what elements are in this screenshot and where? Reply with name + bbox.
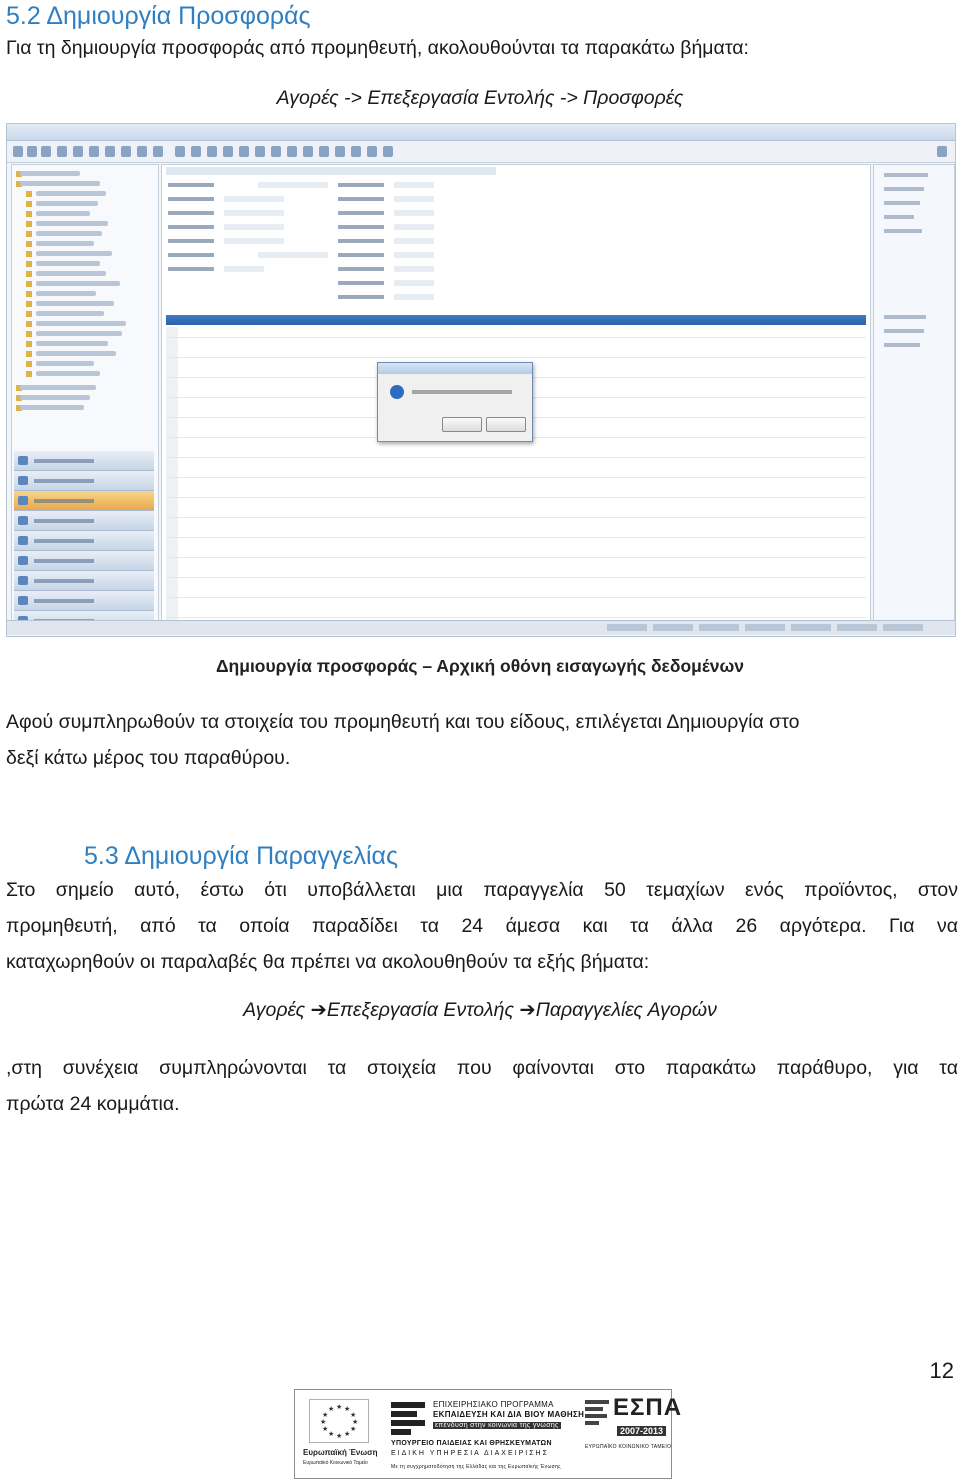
- nav-button[interactable]: [14, 511, 154, 531]
- arrow-right-icon: ➔: [519, 999, 536, 1021]
- arrow-right-icon: ➔: [310, 999, 327, 1021]
- order-paragraph-line3: καταχωρηθούν οι παραλαβές θα πρέπει να ακολουθηθούν τα εξής βήματα:: [6, 951, 650, 973]
- nav-button[interactable]: [14, 551, 154, 571]
- navigation-sidebar: [11, 164, 159, 634]
- path-step-purchase-orders: Παραγγελίες Αγορών: [535, 999, 717, 1021]
- section-heading-5-3: 5.3 Δημιουργία Παραγγελίας: [84, 842, 399, 870]
- program-title-1: ΕΠΙΧΕΙΡΗΣΙΑΚΟ ΠΡΟΓΡΑΜΜΑ: [433, 1400, 554, 1409]
- window-toolbar: [7, 142, 955, 163]
- espa-years: 2007-2013: [617, 1426, 666, 1436]
- nav-button[interactable]: [14, 451, 154, 471]
- espa-emblem: [585, 1400, 609, 1430]
- order-paragraph-line2: προμηθευτή, από τα οποία παραδίδει τα 24 άμεσα και τα άλλα 26 αργότερα. Για να: [6, 915, 958, 937]
- nav-button[interactable]: [14, 471, 154, 491]
- espa-caption: ΕΥΡΩΠΑΪΚΟ ΚΟΙΝΩΝΙΚΟ ΤΑΜΕΙΟ: [585, 1444, 672, 1450]
- ministry-line-1: ΥΠΟΥΡΓΕΙΟ ΠΑΙΔΕΙΑΣ ΚΑΙ ΘΡΗΣΚΕΥΜΑΤΩΝ: [391, 1440, 552, 1447]
- funding-logos-banner: [294, 1389, 683, 1479]
- program-slogan: επένδυση στην κοινωνία της γνώσης: [435, 1422, 559, 1429]
- menu-path-purchase-orders: [0, 992, 960, 1028]
- actions-pane: [873, 164, 955, 634]
- figure-caption: Δημιουργία προσφοράς – Αρχική οθόνη εισαγωγής δεδομένων: [215, 656, 745, 676]
- dialog-cancel-button[interactable]: [486, 417, 526, 432]
- menu-path-offers: Αγορές -> Επεξεργασία Εντολής -> Προσφορές: [276, 87, 684, 109]
- screenshot-offer-entry: [6, 123, 956, 637]
- nav-button[interactable]: [14, 531, 154, 551]
- path-step-order-processing: Επεξεργασία Εντολής: [326, 999, 514, 1021]
- intro-text: Για τη δημιουργία προσφοράς από προμηθευτή, ακολουθούνται τα παρακάτω βήματα:: [6, 37, 749, 59]
- section-heading-5-2: 5.2 Δημιουργία Προσφοράς: [6, 2, 311, 30]
- espa-title: ΕΣΠΑ: [613, 1394, 683, 1421]
- order-paragraph-line1: Στο σημείο αυτό, έστω ότι υποβάλλεται μια παραγγελία 50 τεμαχίων ενός προϊόντος, στον: [6, 879, 958, 901]
- esf-caption: Ευρωπαϊκό Κοινωνικό Ταμείο: [303, 1460, 368, 1466]
- dialog-ok-button[interactable]: [442, 417, 482, 432]
- grid-header: [166, 315, 866, 325]
- nav-button[interactable]: [14, 591, 154, 611]
- after-creation-text-line2: δεξί κάτω μέρος του παραθύρου.: [6, 747, 291, 769]
- final-text-line1: ,στη συνέχεια συμπληρώνονται τα στοιχεία που φαίνονται στο παρακάτω παράθυρο, για τα: [6, 1057, 958, 1079]
- path-step-purchases: Αγορές: [243, 999, 306, 1021]
- confirmation-dialog: [377, 362, 533, 442]
- eu-flag-logo: ★ ★ ★ ★ ★ ★ ★ ★ ★ ★ ★ ★: [309, 1399, 369, 1443]
- status-bar: [7, 620, 955, 635]
- program-title-2: ΕΚΠΑΙΔΕΥΣΗ ΚΑΙ ΔΙΑ ΒΙΟΥ ΜΑΘΗΣΗ: [433, 1410, 585, 1419]
- page-number: 12: [929, 1358, 954, 1383]
- window-titlebar: [7, 124, 955, 141]
- nav-button[interactable]: [14, 571, 154, 591]
- eu-caption: Ευρωπαϊκή Ένωση: [303, 1448, 378, 1457]
- final-text-line2: πρώτα 24 κομμάτια.: [6, 1093, 180, 1115]
- after-creation-text-line1: Αφού συμπληρωθούν τα στοιχεία του προμηθευτή και του είδους, επιλέγεται Δημιουργία στο: [6, 711, 800, 733]
- ministry-line-2: ΕΙΔΙΚΗ ΥΠΗΡΕΣΙΑ ΔΙΑΧΕΙΡΙΣΗΣ: [391, 1450, 549, 1457]
- cofund-line: Με τη συγχρηματοδότηση της Ελλάδας και της Ευρωπαϊκής Ένωσης: [391, 1464, 561, 1470]
- nav-button-active[interactable]: [14, 491, 154, 511]
- info-icon: [390, 385, 404, 399]
- program-logo: [391, 1402, 425, 1436]
